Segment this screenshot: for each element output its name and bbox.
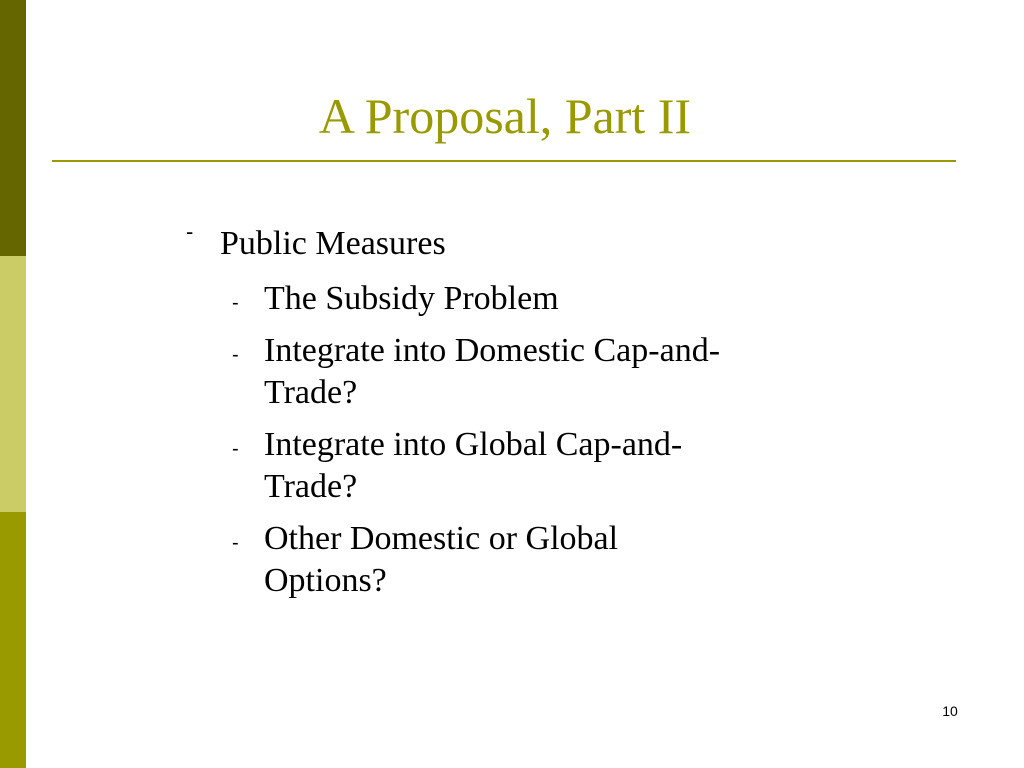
bullet-text: Public Measures <box>220 225 446 262</box>
sub-bullet-dash-icon: - <box>232 344 239 366</box>
sub-bullet-dash-icon: - <box>232 438 239 460</box>
sub-bullet-item <box>186 424 746 508</box>
bullet-item <box>186 219 746 264</box>
sub-bullet-text: The Subsidy Problem <box>264 280 559 317</box>
sub-bullet-text: Integrate into Domestic Cap-and-Trade? <box>264 332 721 411</box>
bullet-dash-icon: - <box>186 219 194 244</box>
title-divider <box>52 160 956 162</box>
slide-content <box>186 219 746 612</box>
sub-bullet-text: Other Domestic or Global Options? <box>264 520 619 599</box>
slide-title: A Proposal, Part II <box>318 88 692 144</box>
page-number: 10 <box>942 703 958 719</box>
sub-bullet-dash-icon: - <box>232 292 239 314</box>
sub-bullet-dash-icon: - <box>232 532 239 554</box>
sub-bullet-text: Integrate into Global Cap-and-Trade? <box>264 426 683 505</box>
sub-bullet-item <box>186 330 746 414</box>
sub-bullet-item <box>186 518 746 602</box>
side-bar-olive <box>0 512 26 768</box>
sub-bullet-item <box>186 278 746 320</box>
side-bar-light <box>0 256 26 512</box>
